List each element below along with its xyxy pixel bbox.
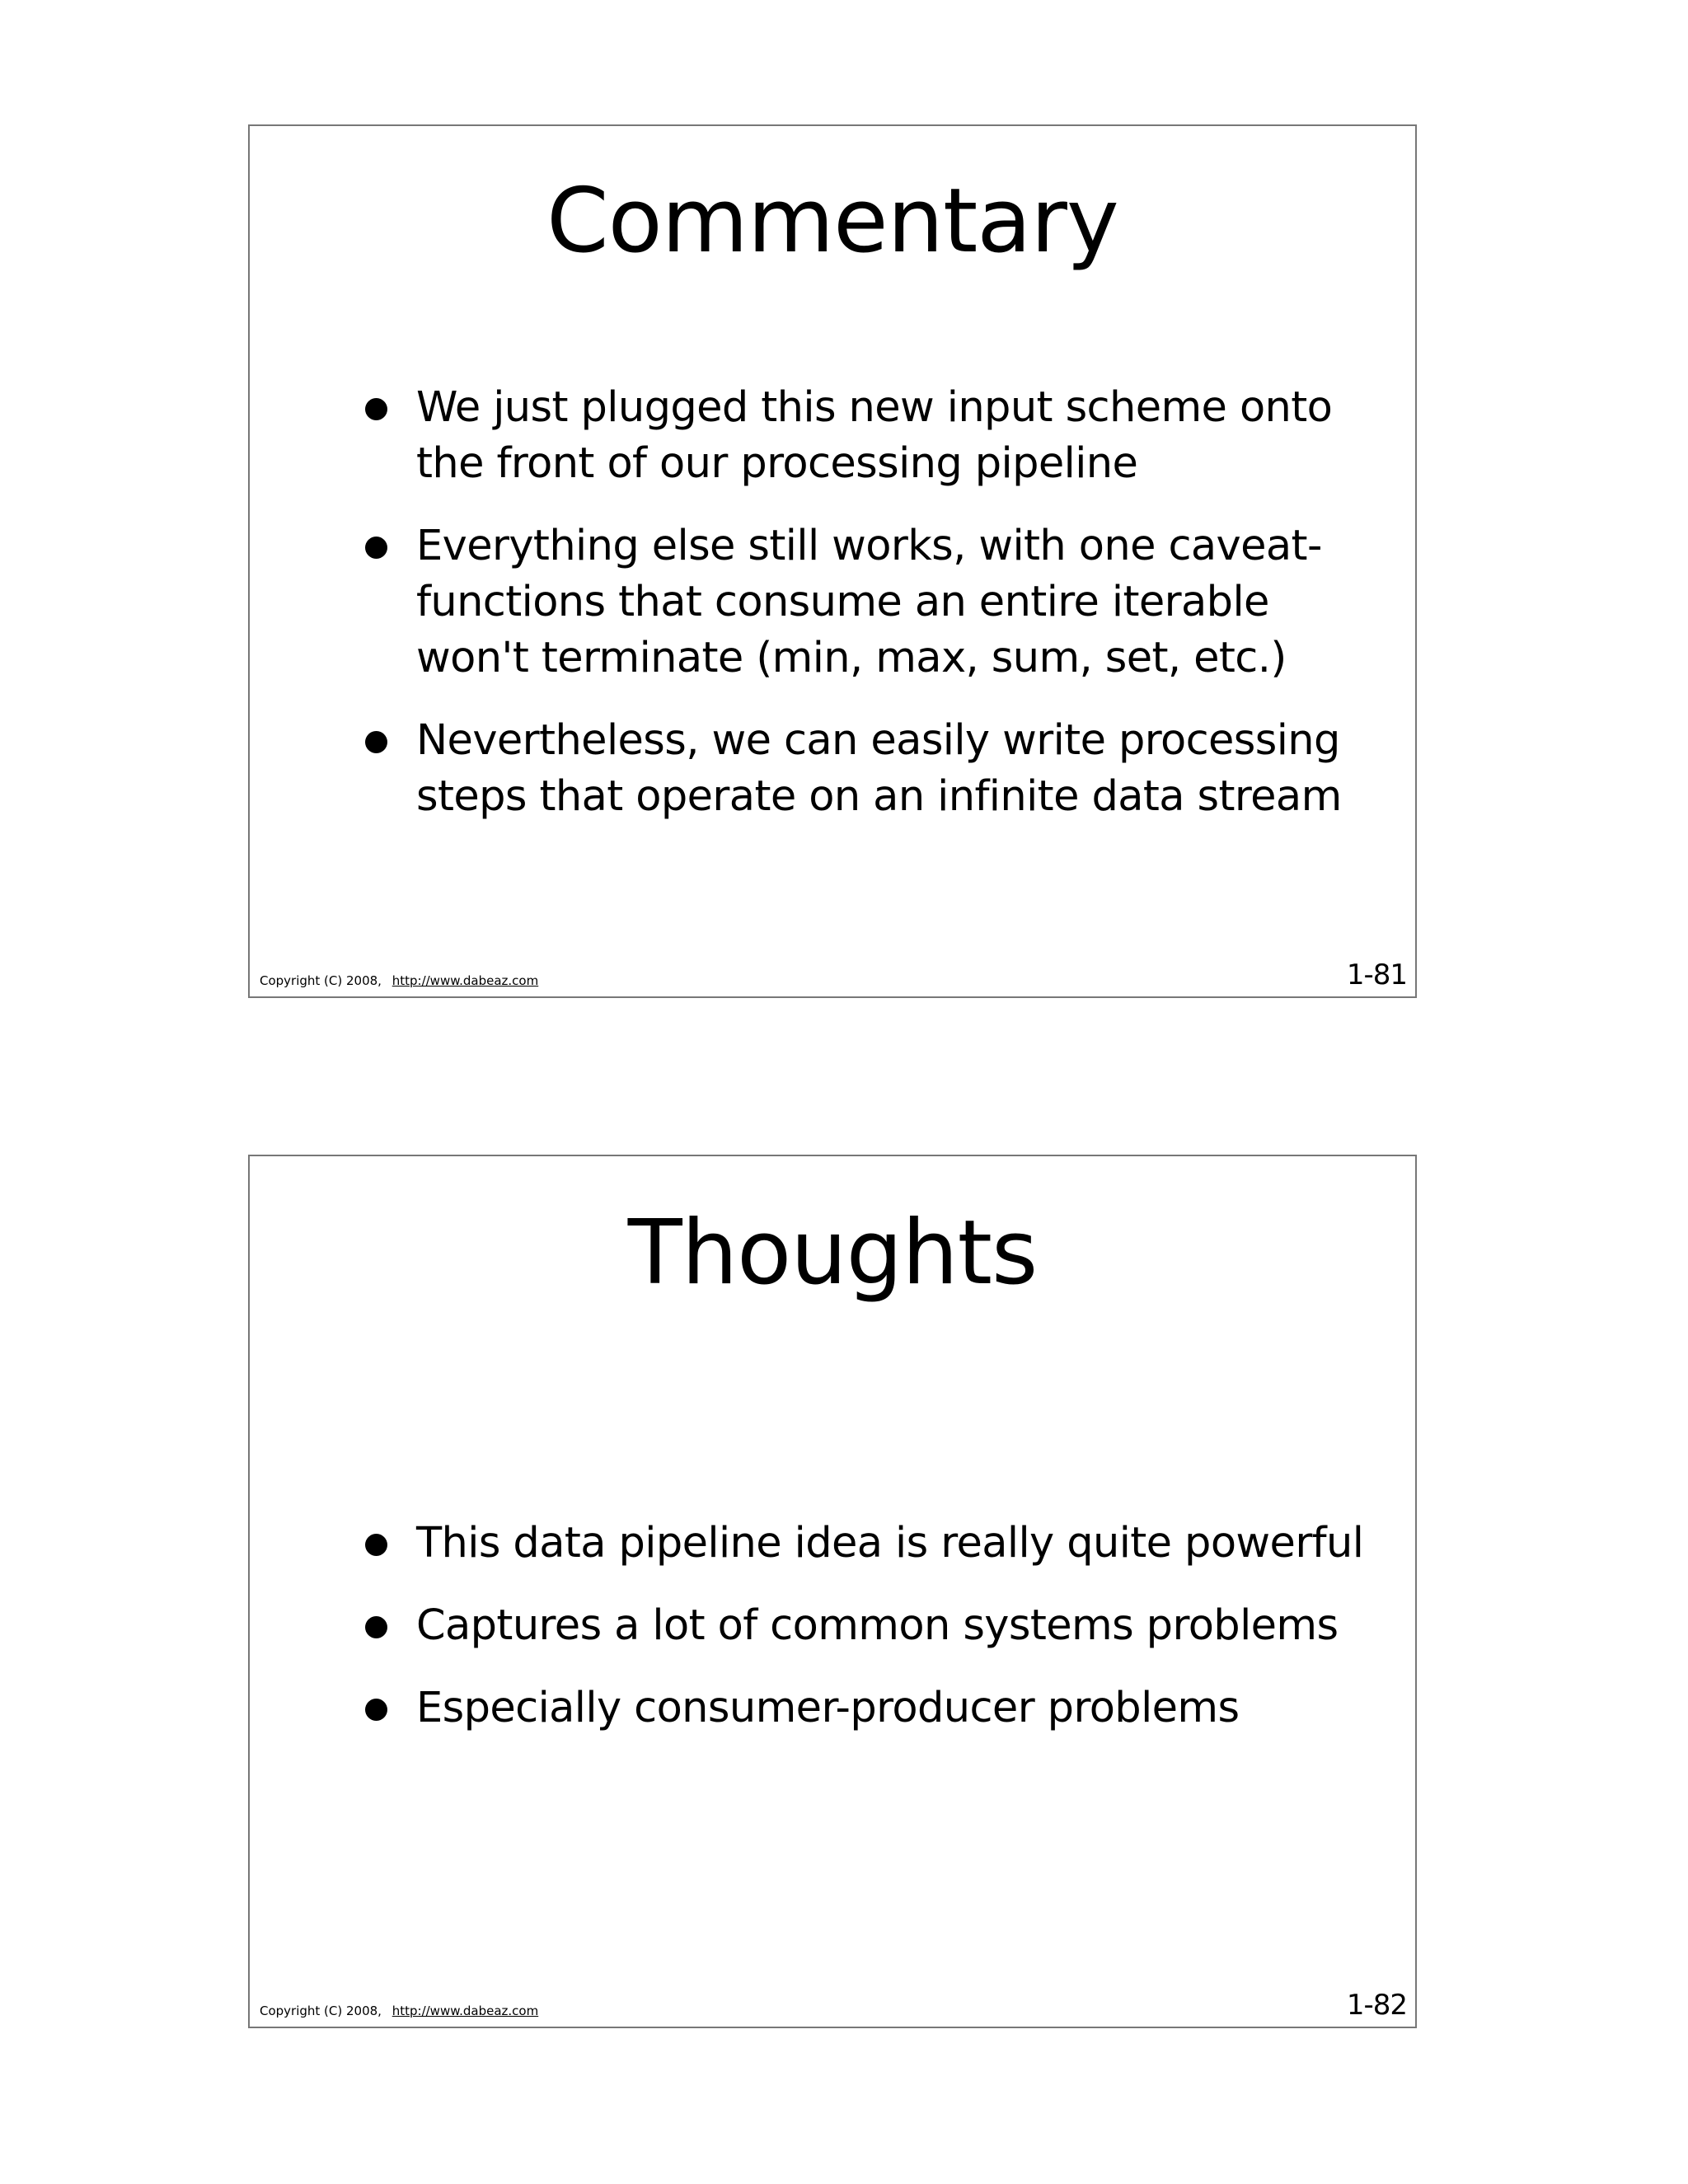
slide-thoughts — [248, 1155, 1417, 2028]
bullet-item — [365, 1680, 1371, 1736]
slide-commentary — [248, 124, 1417, 998]
copyright-text: Copyright (C) 2008, — [260, 973, 382, 988]
bullet-item — [365, 713, 1371, 825]
page-number: 1-82 — [1346, 1989, 1407, 2022]
bullet-icon — [365, 398, 387, 420]
bullet-icon — [365, 537, 387, 559]
slide-title: Thoughts — [627, 1202, 1038, 1305]
website-link[interactable]: http://www.dabeaz.com — [392, 2004, 539, 2018]
bullet-item — [365, 518, 1371, 687]
bullet-text: We just plugged this new input scheme onto the front of our processing pipeline — [416, 383, 1333, 488]
bullet-item — [365, 380, 1371, 492]
bullet-item — [365, 1598, 1371, 1654]
bullet-list — [365, 380, 1371, 851]
slide-title: Commentary — [546, 170, 1118, 273]
bullet-icon — [365, 1534, 387, 1556]
bullet-text: This data pipeline idea is really quite powerful — [416, 1519, 1364, 1568]
bullet-text: Especially consumer-producer problems — [416, 1684, 1240, 1732]
bullet-item — [365, 1516, 1371, 1572]
copyright-text: Copyright (C) 2008, — [260, 2004, 382, 2018]
bullet-icon — [365, 1699, 387, 1721]
bullet-text: Everything else still works, with one caveat- functions that consume an entire iterable won't terminate (min, max, sum, set, etc.) — [416, 522, 1322, 682]
slide-footer — [260, 973, 538, 988]
bullet-icon — [365, 731, 387, 753]
page-number: 1-81 — [1346, 958, 1407, 991]
slide-footer — [260, 2004, 538, 2018]
bullet-text: Nevertheless, we can easily write processing steps that operate on an infinite data stream — [416, 716, 1342, 821]
website-link[interactable]: http://www.dabeaz.com — [392, 973, 539, 988]
bullet-text: Captures a lot of common systems problems — [416, 1601, 1339, 1650]
bullet-icon — [365, 1616, 387, 1638]
bullet-list — [365, 1516, 1371, 1763]
